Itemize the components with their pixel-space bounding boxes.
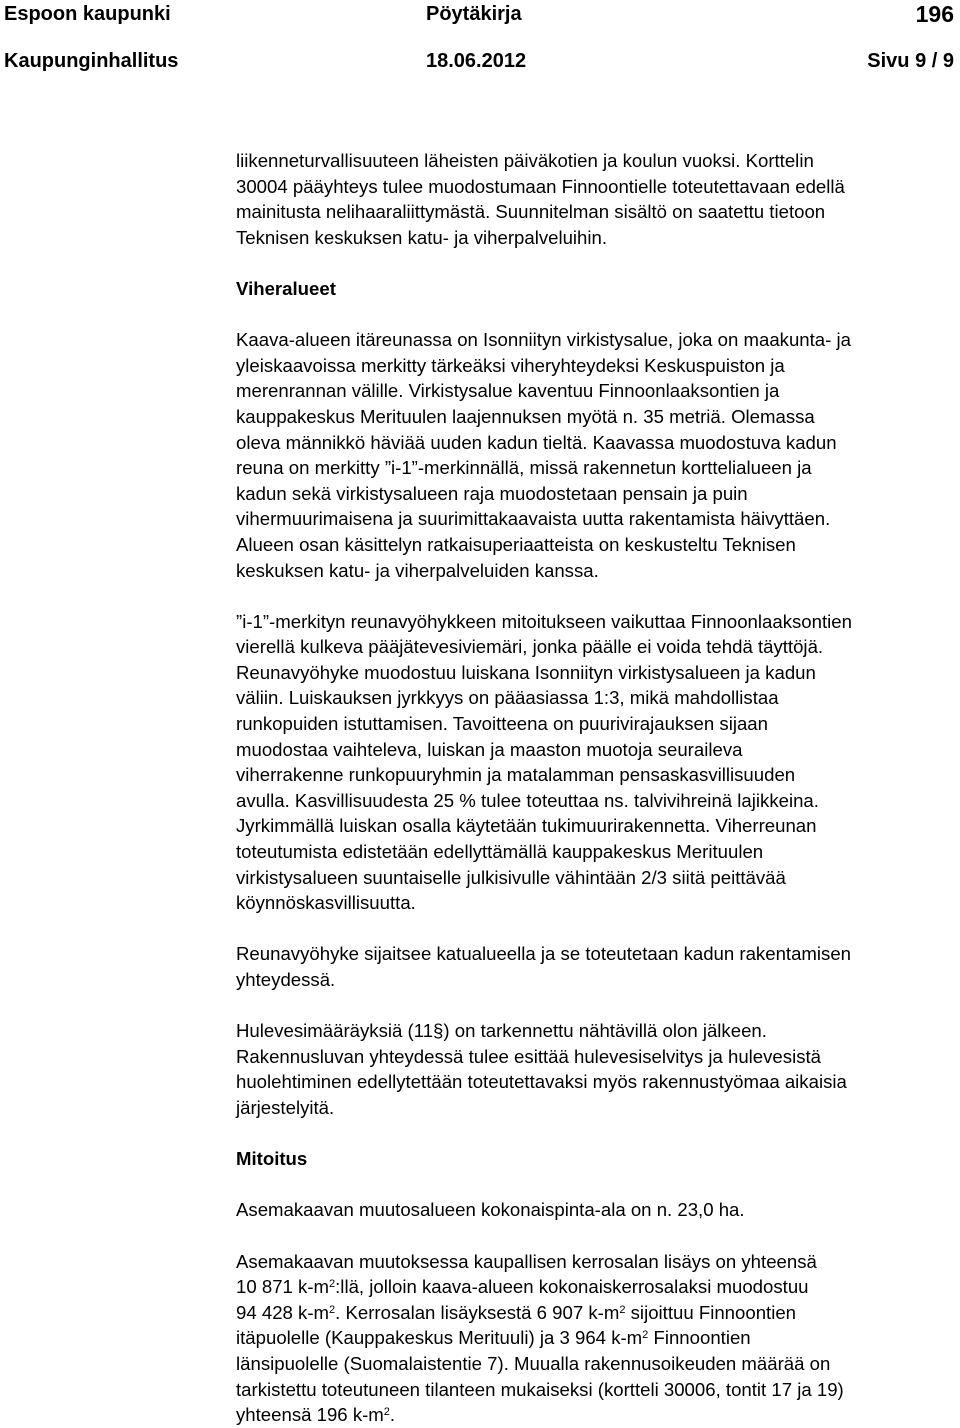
text-line: merenrannan välille. Virkistysalue kaventuu Finnoonlaaksontien ja [236, 380, 780, 402]
paragraph-green-areas [236, 327, 960, 583]
text-line: muodostaa vaihteleva, luiskan ja maaston muotoja seuraileva [236, 738, 743, 760]
text-line: kadun sekä virkistysalueen raja muodostetaan pensain ja puin [236, 482, 748, 504]
superscript: 2 [329, 1278, 336, 1291]
text-line: ”i-1”-merkityn reunavyöhykkeen mitoitukseen vaikuttaa Finnoonlaaksontien [236, 610, 852, 632]
paragraph-total-area: Asemakaavan muutosalueen kokonaispinta-ala on n. 23,0 ha. [236, 1199, 745, 1221]
text-line: köynnöskasvillisuutta. [236, 892, 416, 914]
text-line: Reunavyöhyke sijaitsee katualueella ja se toteutetaan kadun rakentamisen [236, 943, 852, 965]
header-body: Kaupunginhallitus [4, 50, 179, 72]
text-line: Asemakaavan muutoksessa kaupallisen kerrosalan lisäys on yhteensä [236, 1250, 817, 1272]
text-line: liikenneturvallisuuteen läheisten päiväkotien ja koulun vuoksi. Korttelin [236, 150, 814, 171]
paragraph-edge-zone [236, 609, 960, 916]
text-line: mainitusta nelihaaraliittymästä. Suunnitelman sisältö on saatettu tietoon [236, 201, 826, 223]
text-line: 94 428 $k-m^2$. Kerrosalan lisäyksestä 6 907 $k-m^2$ sijoittuu Finnoontien [236, 1301, 797, 1323]
header-section-number: 196 [915, 1, 954, 27]
text-line: Rakennusluvan yhteydessä tulee esittää hulevesiselvitys ja hulevesistä [236, 1045, 822, 1067]
paragraph-stormwater [236, 1018, 960, 1120]
text-line: Jyrkimmällä luiskan osalla käytetään tukimuurirakennetta. Viherreunan [236, 815, 817, 837]
text-line: Teknisen keskuksen katu- ja viherpalveluihin. [236, 226, 608, 248]
text-line: väliin. Luiskauksen jyrkkyys on pääasiassa 1:3, mikä mahdollistaa [236, 687, 779, 709]
text-line: reuna on merkitty ”i-1”-merkinnällä, missä rakennetun korttelialueen ja [236, 457, 812, 479]
text-line: Reunavyöhyke muodostuu luiskana Isonniityn virkistysalueen ja kadun [236, 661, 816, 683]
text-line: virkistysalueen suuntaiselle julkisivulle vähintään 2/3 siitä peittävää [236, 866, 786, 888]
paragraph-traffic [236, 148, 960, 250]
text-line: yhteensä 196 $k-m^2$. [236, 1404, 396, 1426]
text-line: Hulevesimääräyksiä (11§) on tarkennettu nähtävillä olon jälkeen. [236, 1020, 767, 1042]
paragraph-floor-area [236, 1249, 960, 1428]
superscript: 2 [329, 1303, 336, 1316]
document-body [236, 148, 960, 1428]
text-line: itäpuolelle (Kauppakeskus Merituuli) ja 3 964 $k-m^2$ Finnoontien [236, 1327, 751, 1349]
text-line: avulla. Kasvillisuudesta 25 % tulee toteuttaa ns. talvivihreinä lajikkeina. [236, 789, 819, 811]
text-line: kauppakeskus Merituulen laajennuksen myötä n. 35 metriä. Olemassa [236, 405, 815, 427]
text-line: toteutumista edistetään edellyttämällä kauppakeskus Merituulen [236, 841, 764, 863]
section-heading-viheralueet: Viheralueet [236, 277, 336, 299]
text-line: Kaava-alueen itäreunassa on Isonniityn virkistysalue, joka on maakunta- ja [236, 329, 851, 351]
text-line: tarkistettu toteutuneen tilanteen mukaiseksi (kortteli 30006, tontit 17 ja 19) [236, 1378, 844, 1400]
text-line: runkopuiden istuttamisen. Tavoitteena on puurivirajauksen sijaan [236, 713, 768, 735]
superscript: 2 [383, 1406, 390, 1419]
text-line: huolehtiminen edellytettään toteutettavaksi myös rakennustyömaa aikaisia [236, 1071, 847, 1093]
header-doc-type: Pöytäkirja [426, 3, 522, 25]
header-date: 18.06.2012 [426, 50, 527, 72]
header-org: Espoon kaupunki [4, 3, 171, 25]
text-line: keskuksen katu- ja viherpalveluiden kanssa. [236, 559, 599, 581]
superscript: 2 [642, 1329, 649, 1342]
text-line: länsipuolelle (Suomalaistentie 7). Muualla rakennusoikeuden määrää on [236, 1352, 831, 1374]
text-line: vierellä kulkeva pääjätevesiviemäri, jonka päälle ei voida tehdä täyttöjä. [236, 636, 824, 658]
text-line: järjestelyitä. [236, 1096, 335, 1118]
paragraph-street-area [236, 941, 960, 992]
text-line: viherrakenne runkopuuryhmin ja matalamman pensaskasvillisuuden [236, 764, 796, 786]
text-line: 30004 pääyhteys tulee muodostumaan Finnoontielle toteutettavaan edellä [236, 175, 845, 197]
header-page-number: Sivu 9 / 9 [867, 50, 954, 72]
text-line: yleiskaavoissa merkitty tärkeäksi viheryhteydeksi Keskuspuiston ja [236, 354, 785, 376]
text-line: yhteydessä. [236, 969, 336, 990]
text-line: oleva männikkö häviää uuden kadun tieltä. Kaavassa muodostuva kadun [236, 431, 837, 453]
superscript: 2 [619, 1303, 626, 1316]
section-heading-mitoitus: Mitoitus [236, 1148, 308, 1170]
text-line: vihermuurimaisena ja suurimittakaavaista uutta rakentamista häivyttäen. [236, 508, 831, 530]
text-line: 10 871 $k-m^2:llä$, jolloin kaava-alueen kokonaiskerrosalaksi muodostuu [236, 1276, 809, 1298]
text-line: Alueen osan käsittelyn ratkaisuperiaatteista on keskusteltu Teknisen [236, 533, 796, 555]
